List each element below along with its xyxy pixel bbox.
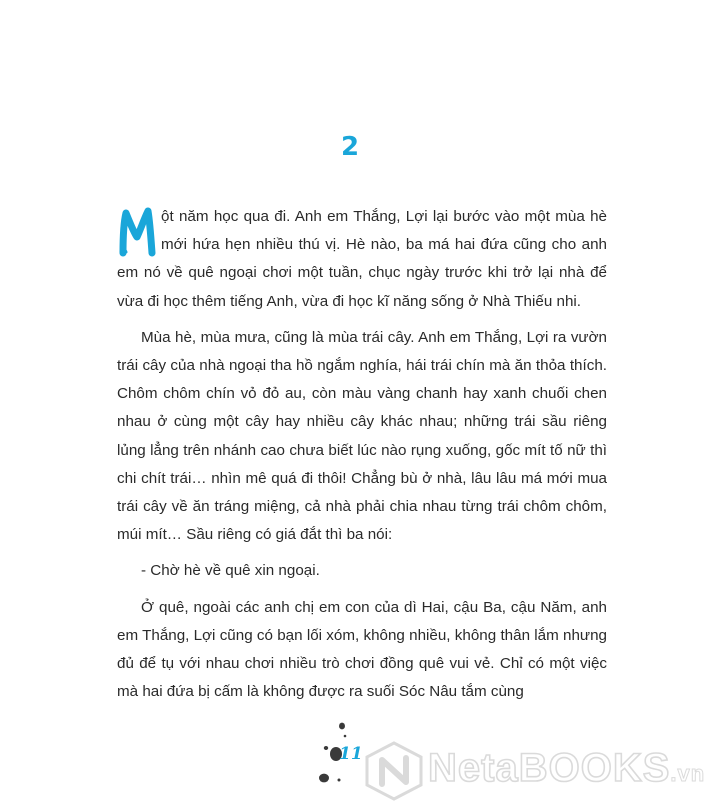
chapter-body <box>117 203 607 714</box>
paragraph-3: - Chờ hè về quê xin ngoại. <box>141 562 320 580</box>
paragraph-4: Ở quê, ngoài các anh chị em con của dì Hai, cậu Ba, cậu Năm, anh em Thắng, Lợi cũng có bạn lối xóm, không nhiều, không thân lắm nhưng đủ để tụ với nhau chơi nhiều trò chơi đồng quê vui vẻ. Chỉ có một việc mà hai đứa bị cấm là không được ra suối Sóc Nâu tắm cùng <box>117 598 607 701</box>
paragraph-2: Mùa hè, mùa mưa, cũng là mùa trái cây. Anh em Thắng, Lợi ra vườn trái cây của nhà ngoại tha hồ ngắm nghía, hái trái chín mà ăn thỏa thích. Chôm chôm chín vỏ đỏ au, còn màu vàng chanh hay xanh chuối chen nhau ở cùng một cây hay nhiều cây khác nhau; những trái sầu riêng lủng lẳng trên nhánh cao chưa biết lúc nào rụng xuống, gốc mít tố nữ thì chi chít trái… nhìn mê quá đi thôi! Chẳng bù ở nhà, lâu lâu má mới mua trái cây về ăn tráng miệng, cả nhà phải chia nhau từng trái chôm chôm, múi mít… Sầu riêng có giá đắt thì ba nói: <box>117 328 607 544</box>
paragraph-1 <box>117 203 607 316</box>
drop-cap-m-icon <box>117 205 157 257</box>
watermark-text <box>428 746 705 791</box>
chapter-number: 2 <box>340 132 360 162</box>
watermark-suffix: .vn <box>670 761 705 786</box>
page-number: 11 <box>339 744 363 764</box>
paragraph-1-text: ột năm học qua đi. Anh em Thắng, Lợi lại bước vào một mùa hè mới hứa hẹn nhiều thú vị. Hè nào, ba má hai đứa cũng cho anh em nó về quê ngoại chơi một tuần, chục ngày trước khi trở lại nhà để vừa đi học thêm tiếng Anh, vừa đi học kĩ năng sống ở Nhà Thiếu nhi. <box>117 208 607 310</box>
watermark-brand: NetaBOOKS <box>428 746 671 790</box>
watermark <box>362 740 705 802</box>
netabooks-logo-icon <box>362 740 426 802</box>
